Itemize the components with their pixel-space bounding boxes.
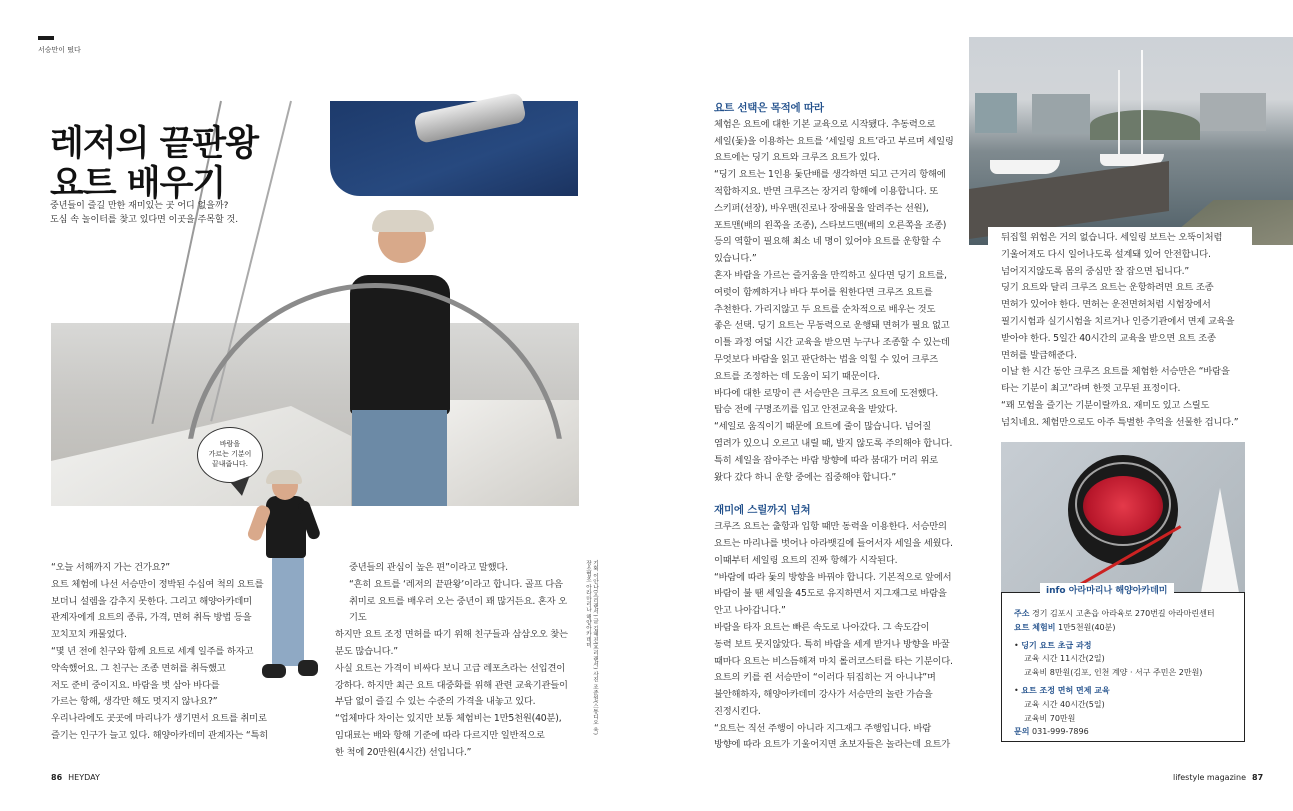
info-label: 교육비 <box>1024 668 1048 678</box>
article-title <box>50 124 258 204</box>
info-value: 경기 김포시 고촌읍 아라육로 270번길 아라마린센터 <box>1032 609 1215 618</box>
info-label: 딩기 요트 초급 과정 <box>1021 640 1092 650</box>
text-line: 바람을 타자 요트는 빠른 속도로 나아갔다. 그 속도감이 <box>714 621 930 633</box>
text-line: 추천한다. 가리지않고 두 요트를 순차적으로 배우는 것도 <box>714 303 936 315</box>
text-line: “바람에 따라 돛의 방향을 바꿔야 합니다. 기본적으로 앞에서 <box>714 571 952 583</box>
info-label: 교육 시간 <box>1024 699 1058 709</box>
text-line: 한 척에 20만원(4시간) 선입니다.” <box>335 746 472 758</box>
info-course1: • 딩기 요트 초급 과정 <box>1014 640 1092 650</box>
text-line: 세일(돛)을 이용하는 요트를 ‘세일링 요트’라고 부르며 세일링 <box>714 135 954 147</box>
info-course2: • 요트 조정 면허 면제 교육 <box>1014 685 1110 695</box>
page-number: 86 <box>51 773 63 782</box>
text-line: 불안해하자, 해양아카데미 강사가 서승만의 놀란 가슴을 <box>714 689 933 701</box>
yacht-mast <box>1118 70 1120 160</box>
standing-man-hat <box>266 470 302 484</box>
section-heading: 재미에 스릴까지 넘쳐 <box>714 504 811 517</box>
info-label: 문의 <box>1014 727 1030 737</box>
text-line: 면허가 있어야 한다. 면허는 운전면허처럼 시험장에서 <box>1001 299 1211 311</box>
info-trial <box>1014 621 1244 635</box>
marina-building <box>1200 93 1266 131</box>
text-line: 가르는 항해, 생각만 해도 멋지지 않나요?” <box>51 696 218 708</box>
text-line: 등의 역할이 필요해 최소 네 명이 있어야 요트를 운항할 수 <box>714 236 941 248</box>
text-line: 넘치네요. 체험만으로도 아주 특별한 추억을 선물한 겁니다.” <box>1001 416 1239 428</box>
text-line: 중년들의 관심이 높은 편”이라고 말했다. <box>349 562 508 573</box>
text-line: 왔다 갔다 하니 운항 중에는 집중해야 합니다.” <box>714 471 896 483</box>
text-line: 요트는 마리나를 벗어나 아라뱃길에 들어서자 세일을 세웠다. <box>714 537 953 549</box>
text-line: 분도 많습니다.” <box>335 645 398 657</box>
text-line: 특히 세일을 잡아주는 바람 방향에 따라 붐대가 머리 위로 <box>714 454 939 466</box>
title-line: 요트 배우기 <box>50 164 226 204</box>
text-line: 체험은 요트에 대한 기본 교육으로 시작됐다. 추동력으로 <box>714 118 936 130</box>
text-line: 임대료는 배와 항해 기준에 따라 다르지만 일반적으로 <box>335 729 545 741</box>
info-value: 70만원 <box>1049 713 1076 723</box>
text-line: 받아야 한다. 5일간 40시간의 교육을 받으면 요트 조종 <box>1001 332 1216 344</box>
info-course2-fee <box>1014 712 1244 726</box>
info-label: 교육비 <box>1024 713 1048 723</box>
text-line: 꼬치꼬치 캐물었다. <box>51 629 127 641</box>
text-line: 방향에 따라 요트가 기울어지면 초보자들은 놀라는데 요트가 <box>714 739 951 751</box>
moored-boat <box>990 160 1060 174</box>
marina-building <box>975 93 1017 133</box>
info-course1-fee <box>1014 666 1244 680</box>
text-line: 기울어져도 다시 일어나도록 설계돼 있어 안전합니다. <box>1001 248 1211 260</box>
section-label: 서승만이 떴다 <box>38 46 81 54</box>
body-column-2 <box>335 560 575 762</box>
text-line: 혼자 바람을 가르는 즐거움을 만끽하고 싶다면 딩기 요트를, <box>714 269 947 281</box>
info-label: 교육 시간 <box>1024 654 1058 664</box>
text-line: 염려가 있으니 오르고 내릴 때, 발지 않도록 주의해야 합니다. <box>714 437 953 449</box>
page-footer-right <box>1173 773 1263 782</box>
text-line: “업체마다 차이는 있지만 보통 체험비는 1만5천원(40분), <box>335 713 562 725</box>
text-line: 딩기 요트와 달리 크루즈 요트는 운항하려면 요트 조종 <box>1001 282 1214 294</box>
magazine-name: lifestyle magazine <box>1173 773 1246 782</box>
yacht-mast <box>1141 50 1143 160</box>
body-column-3 <box>714 100 954 754</box>
text-line: 여럿이 함께하거나 바다 투어를 원한다면 크루즈 요트를 <box>714 286 933 298</box>
photo-credit: 기획 이안나(프리랜서) 글 김혜진(프리랜서) 사진 조준원(스튜디오 욱) 장소협조 아라마리나 해양아카데미 <box>585 560 598 735</box>
info-course2-time <box>1014 698 1244 712</box>
info-value: 11시간(2일) <box>1060 654 1105 664</box>
text-line: 이날 한 시간 동안 크루즈 요트를 체험한 서승만은 “바람을 <box>1001 366 1230 378</box>
text-line: 안고 나아갑니다.” <box>714 605 786 617</box>
text-line: 넘어지지않도록 몸의 중심만 잘 잡으면 됩니다.” <box>1001 265 1189 277</box>
text-line: “흔히 요트를 ‘레저의 끝판왕’이라고 합니다. 골프 다음 <box>349 578 563 590</box>
info-label: 요트 조정 면허 면제 교육 <box>1021 685 1110 695</box>
text-line: 저도 준비 중이지요. 바람을 벗 삼아 바다를 <box>51 679 220 691</box>
text-line: 동력 보트 못지않았다. 특히 바람을 세게 받거나 방향을 바꿀 <box>714 638 950 650</box>
text-line: 우리나라에도 곳곳에 마리나가 생기면서 요트를 취미로 <box>51 713 267 725</box>
standing-man-shoe <box>298 660 318 676</box>
page-number: 87 <box>1252 773 1264 782</box>
bubble-line: 바람을 <box>219 440 241 448</box>
info-value: 1만5천원(40분) <box>1057 622 1116 632</box>
text-line: 취미로 요트를 배우러 오는 중년이 꽤 많거든요. 혼자 오기도 <box>349 595 567 624</box>
text-line: 요트를 조정하는 데 도움이 되기 때문이다. <box>714 370 880 382</box>
text-line: 요트에는 딩기 요트와 크루즈 요트가 있다. <box>714 152 880 164</box>
text-line: 바다에 대한 로망이 큰 서승만은 크루즈 요트에 도전했다. <box>714 387 939 399</box>
info-address <box>1014 607 1244 621</box>
text-line: 포트맨(배의 왼쪽을 조종), 스타보드맨(배의 오른쪽을 조종) <box>714 219 947 231</box>
info-value: 8만원(김포, 인천 계양 · 서구 주민은 2만원) <box>1049 668 1203 678</box>
text-line: 부담 없이 즐길 수 있는 수준의 가격을 내놓고 있다. <box>335 696 536 708</box>
subtitle-line: 도심 속 놀이터를 찾고 있다면 이곳을 주목할 것. <box>50 215 239 225</box>
text-line: 크루즈 요트는 출항과 입항 때만 동력을 이용한다. 서승만의 <box>714 521 947 533</box>
text-line: 이틀 과정 여덟 시간 교육을 받으면 누구나 조종할 수 있는데 <box>714 337 950 349</box>
text-line: 요트의 키를 쥔 서승만이 “이러다 뒤집히는 거 아니냐”며 <box>714 672 936 684</box>
text-line: 좋은 선택. 딩기 요트는 무동력으로 운행돼 면허가 필요 없고 <box>714 320 950 332</box>
text-line: 적합하지요. 반면 크루즈는 장거리 항해에 이용합니다. 또 <box>714 185 939 197</box>
compass-dome <box>1075 462 1171 546</box>
text-line: 강하다. 하지만 최근 요트 대중화를 위해 관련 교육기관들이 <box>335 679 568 691</box>
bubble-line: 가르는 기분이 <box>208 450 252 458</box>
text-line: 면허를 발급해준다. <box>1001 349 1077 361</box>
bubble-line: 끝내줍니다. <box>211 460 249 468</box>
text-line: 뒤집힐 위험은 거의 없습니다. 세일링 보트는 오뚝이처럼 <box>1001 232 1223 243</box>
text-line: “꽤 모험을 즐기는 기분이랄까요. 재미도 있고 스릴도 <box>1001 399 1210 411</box>
text-line: “세일로 움직이기 때문에 요트에 줄이 많습니다. 넘어질 <box>714 421 932 433</box>
text-line: “딩기 요트는 1인용 돛단배를 생각하면 되고 근거리 항해에 <box>714 169 946 181</box>
magazine-name: HEYDAY <box>68 773 100 782</box>
text-line: “요트는 직선 주행이 아니라 지그재그 주행입니다. 바람 <box>714 722 932 734</box>
text-line: 이때부터 세일링 요트의 진짜 항해가 시작된다. <box>714 554 898 566</box>
title-line: 레저의 끝판왕 <box>50 124 259 164</box>
marina-building <box>1032 94 1090 134</box>
text-line: “오늘 서해까지 가는 건가요?” <box>51 562 170 573</box>
info-box <box>1001 592 1245 742</box>
text-line: 바람이 불 땐 세일을 45도로 유지하면서 지그재그로 바람을 <box>714 588 947 600</box>
page-footer-left <box>51 773 100 782</box>
text-line: 보더니 설렘을 감추지 못한다. 그리고 해양아카데미 <box>51 595 252 607</box>
text-line: 타는 기분이 최고”라며 한껏 고무된 표정이다. <box>1001 383 1181 395</box>
info-course1-time <box>1014 652 1244 666</box>
section-heading: 요트 선택은 목적에 따라 <box>714 102 824 114</box>
text-line: 탑승 전에 구명조끼를 입고 안전교육을 받았다. <box>714 404 898 416</box>
section-mark <box>38 36 54 40</box>
text-line: 진정시킨다. <box>714 705 761 717</box>
body-column-4 <box>1001 230 1246 432</box>
speech-bubble <box>197 427 263 483</box>
text-line: 필기시험과 실기시험을 치르거나 인증기관에서 면제 교육을 <box>1001 315 1235 327</box>
text-line: 관계자에게 요트의 종류, 가격, 면허 취득 방법 등을 <box>51 612 252 624</box>
man-hat <box>372 210 434 232</box>
text-line: 약속했어요. 그 친구는 조종 면허를 취득했고 <box>51 662 226 674</box>
marina-hill <box>1090 110 1200 140</box>
info-label: 요트 체험비 <box>1014 622 1056 632</box>
text-line: 즐기는 인구가 늘고 있다. 해양아카데미 관계자는 “특히 <box>51 729 269 741</box>
article-subtitle <box>50 199 238 227</box>
info-label: 주소 <box>1014 609 1030 618</box>
subtitle-line: 중년들이 즐길 만한 재미있는 곳 어디 없을까? <box>50 201 229 211</box>
text-line: 하지만 요트 조정 면허를 따기 위해 친구들과 삼삼오오 찾는 <box>335 629 568 641</box>
info-title: info 아라마리나 해양아카데미 <box>1040 583 1174 596</box>
info-value: 40시간(5일) <box>1060 699 1105 709</box>
text-line: 있습니다.” <box>714 253 757 265</box>
text-line: 사실 요트는 가격이 비싸다 보니 고급 레포츠라는 선입견이 <box>335 662 566 674</box>
info-value: 031-999-7896 <box>1032 727 1089 737</box>
text-line: 때마다 요트는 비스듬해져 마치 롤러코스터를 타는 기분이다. <box>714 655 953 667</box>
text-line: “몇 년 전에 친구와 함께 요트로 세계 일주를 하자고 <box>51 645 254 657</box>
text-line: 무엇보다 바람을 읽고 판단하는 법을 익힐 수 있어 크루즈 <box>714 353 939 365</box>
text-line: 요트 체험에 나선 서승만이 정박된 수십여 척의 요트를 <box>51 578 264 590</box>
body-column-1 <box>51 560 291 745</box>
info-contact <box>1014 725 1244 739</box>
text-line: 스키퍼(선장), 바우맨(진로나 장애물을 알려주는 선원), <box>714 202 929 214</box>
